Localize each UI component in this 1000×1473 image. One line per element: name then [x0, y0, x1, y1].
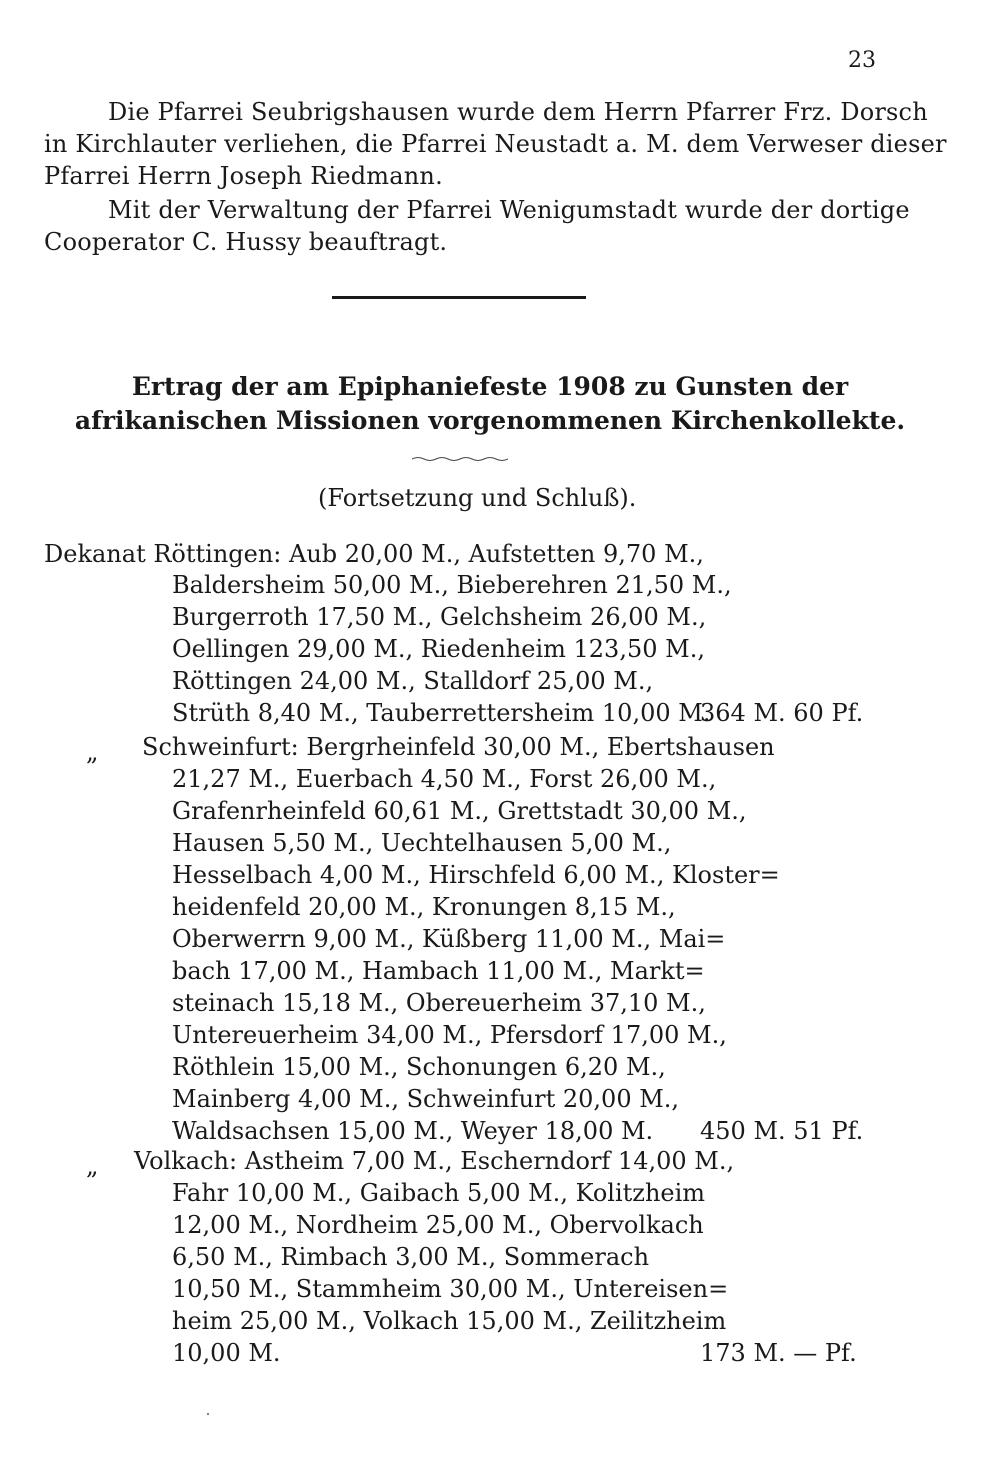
section-total: 173 M. — Pf. — [700, 1339, 857, 1367]
entry-line: Röthlein 15,00 M., Schonungen 6,20 M., — [172, 1053, 666, 1081]
intro-line: Pfarrei Herrn Joseph Riedmann. — [44, 162, 443, 190]
section-total: 364 M. 60 Pf. — [700, 699, 864, 727]
intro-line: Cooperator C. Hussy beauftragt. — [44, 228, 448, 256]
intro-line: in Kirchlauter verliehen, die Pfarrei Neustadt a. M. dem Verweser dieser — [44, 130, 947, 158]
entry-line: 10,00 M. — [172, 1339, 281, 1367]
entry-line: Fahr 10,00 M., Gaibach 5,00 M., Kolitzheim — [172, 1179, 706, 1207]
entry-line: heim 25,00 M., Volkach 15,00 M., Zeilitzheim — [172, 1307, 727, 1335]
intro-line: Mit der Verwaltung der Pfarrei Wenigumstadt wurde der dortige — [108, 196, 910, 224]
entry-line: Oberwerrn 9,00 M., Küßberg 11,00 M., Mai= — [172, 925, 726, 953]
entry-line: Baldersheim 50,00 M., Bieberehren 21,50 M., — [172, 571, 732, 599]
heading-line: Ertrag der am Epiphaniefeste 1908 zu Gunsten der — [131, 372, 849, 401]
ditto-mark: „ — [86, 738, 99, 766]
entry-line: Schweinfurt: Bergrheinfeld 30,00 M., Ebertshausen — [142, 733, 775, 761]
entry-line: 12,00 M., Nordheim 25,00 M., Obervolkach — [172, 1211, 704, 1239]
entry-line: Grafenrheinfeld 60,61 M., Grettstadt 30,00 M., — [172, 797, 747, 825]
entry-line: Röttingen 24,00 M., Stalldorf 25,00 M., — [172, 667, 654, 695]
entry-line: 6,50 M., Rimbach 3,00 M., Sommerach — [172, 1243, 650, 1271]
entry-line: Oellingen 29,00 M., Riedenheim 123,50 M., — [172, 635, 705, 663]
section-total: 450 M. 51 Pf. — [700, 1117, 864, 1145]
entry-line: bach 17,00 M., Hambach 11,00 M., Markt= — [172, 957, 705, 985]
entry-line: Mainberg 4,00 M., Schweinfurt 20,00 M., — [172, 1085, 680, 1113]
entry-line: heidenfeld 20,00 M., Kronungen 8,15 M., — [172, 893, 676, 921]
entry-line: steinach 15,18 M., Obereuerheim 37,10 M., — [172, 989, 706, 1017]
ornament-rule — [412, 456, 508, 462]
entry-line: Hesselbach 4,00 M., Hirschfeld 6,00 M., Kloster= — [172, 861, 780, 889]
section-divider — [332, 296, 586, 299]
heading-line: afrikanischen Missionen vorgenommenen Kirchenkollekte. — [74, 406, 906, 435]
intro-line: Die Pfarrei Seubrigshausen wurde dem Herrn Pfarrer Frz. Dorsch — [108, 98, 928, 126]
entry-line: Hausen 5,50 M., Uechtelhausen 5,00 M., — [172, 829, 672, 857]
entry-line: Volkach: Astheim 7,00 M., Escherndorf 14,00 M., — [134, 1147, 735, 1175]
paper-speck — [207, 1413, 209, 1415]
entry-line: Dekanat Röttingen: Aub 20,00 M., Aufstetten 9,70 M., — [44, 540, 704, 568]
ditto-mark: „ — [86, 1152, 99, 1180]
entry-line: Untereuerheim 34,00 M., Pfersdorf 17,00 M., — [172, 1021, 727, 1049]
page-number: 23 — [848, 48, 876, 73]
entry-line: Waldsachsen 15,00 M., Weyer 18,00 M. — [172, 1117, 654, 1145]
entry-line: Strüth 8,40 M., Tauberrettersheim 10,00 M. — [172, 699, 711, 727]
entry-line: 21,27 M., Euerbach 4,50 M., Forst 26,00 M., — [172, 765, 717, 793]
entry-line: Burgerroth 17,50 M., Gelchsheim 26,00 M., — [172, 603, 707, 631]
entry-line: 10,50 M., Stammheim 30,00 M., Untereisen= — [172, 1275, 729, 1303]
subtitle: (Fortsetzung und Schluß). — [318, 484, 637, 512]
